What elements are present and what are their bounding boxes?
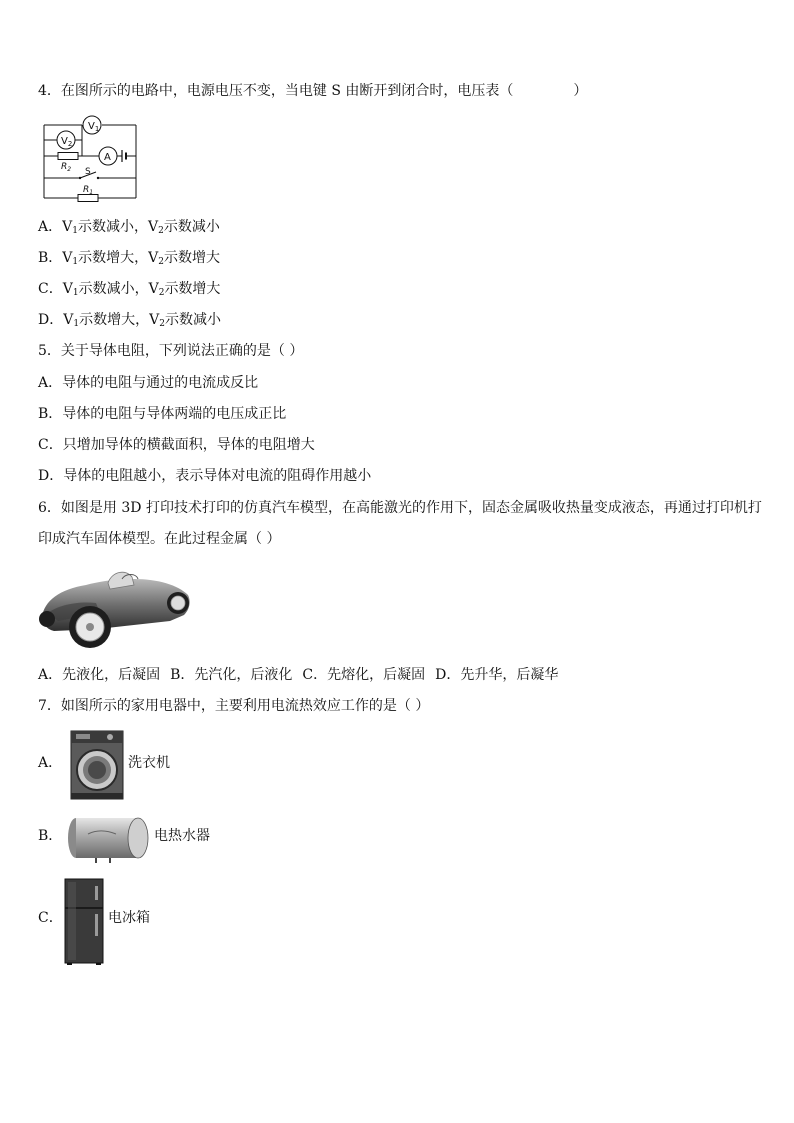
switch-label: S: [85, 167, 91, 177]
svg-text:R2: [61, 162, 71, 173]
q4-option-b[interactable]: B．$V_1$示数增大，$V_2$示数增大: [38, 250, 221, 267]
v1-sub: 1: [94, 125, 100, 133]
electric-water-heater-image: [66, 814, 150, 864]
q5-stem: 5．关于导体电阻，下列说法正确的是（ ）: [38, 343, 304, 359]
q5-option-c[interactable]: C．只增加导体的横截面积，导体的电阻增大: [38, 437, 315, 453]
q7-stem: 7．如图所示的家用电器中，主要利用电流热效应工作的是（ ）: [38, 698, 430, 714]
q5-option-a[interactable]: A．导体的电阻与通过的电流成反比: [38, 375, 259, 391]
q6-3d-printed-car-image: [38, 565, 192, 651]
v2-symbol: V: [61, 136, 68, 147]
q4-option-c[interactable]: C．$V_1$示数减小，$V_2$示数增大: [38, 281, 221, 298]
q6-option-b[interactable]: B．先汽化，后液化: [170, 667, 293, 683]
q7-option-a-label: 洗衣机: [128, 755, 170, 771]
q7-option-c-label: 电冰箱: [108, 910, 150, 926]
r2-label: R: [61, 162, 68, 172]
r1-label: R: [83, 185, 90, 195]
q6-options-row: [38, 666, 558, 684]
q4-stem-text: 4．在图所示的电路中，电源电压不变，当电键 S 由断开到闭合时，电压表（: [38, 83, 514, 99]
q5-option-b[interactable]: B．导体的电阻与导体两端的电压成正比: [38, 406, 287, 422]
q4-stem-close: ）: [573, 83, 588, 99]
v1-symbol: V: [88, 121, 95, 132]
q5-option-d[interactable]: D．导体的电阻越小，表示导体对电流的阻碍作用越小: [38, 468, 372, 484]
q7-option-b-label: 电热水器: [154, 828, 210, 844]
q4-option-a[interactable]: A．$V_1$示数减小，$V_2$示数减小: [38, 219, 220, 236]
q6-option-c[interactable]: C．先熔化，后凝固: [302, 667, 426, 683]
r2-sub: 2: [67, 166, 72, 173]
q6-option-a[interactable]: A．先液化，后凝固: [38, 667, 161, 683]
v2-sub: 2: [67, 140, 73, 148]
r1-sub: 1: [89, 189, 94, 196]
q7-option-a-letter[interactable]: A．: [38, 755, 63, 771]
q4-circuit-diagram: [38, 114, 142, 204]
svg-text:R1: [83, 185, 93, 196]
q6-stem-line1: 6．如图是用 3D 打印技术打印的仿真汽车模型，在高能激光的作用下，固态金属吸收热量变成液态，再通过打印机打: [38, 500, 762, 516]
q7-option-c-letter[interactable]: C．: [38, 910, 63, 926]
ammeter-symbol: A: [104, 152, 111, 163]
washing-machine-image: [70, 730, 124, 800]
q4-stem: [38, 82, 587, 100]
q6-stem-line2: 印成汽车固体模型。在此过程金属（ ）: [38, 531, 281, 547]
q4-option-d[interactable]: D．$V_1$示数增大，$V_2$示数减小: [38, 312, 221, 329]
refrigerator-image: [64, 878, 104, 966]
q6-option-d[interactable]: D．先升华，后凝华: [435, 667, 559, 683]
q7-option-b-letter[interactable]: B．: [38, 828, 63, 844]
